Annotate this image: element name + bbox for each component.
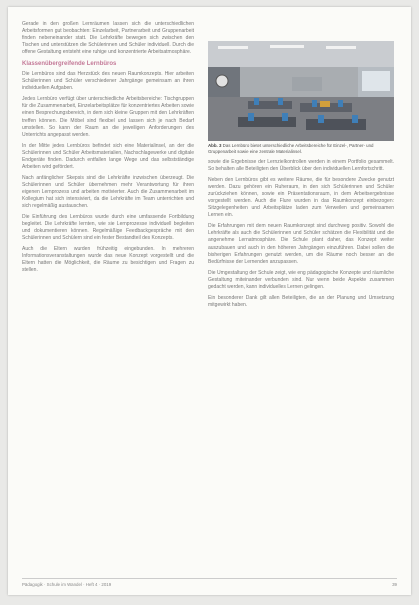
paragraph: Jedes Lernbüro verfügt über unterschiedliche Arbeitsbereiche: Tischgruppen für die Zusammenarbeit, Einzelarbeitsplätze für konzentriertes Arbeiten sowie einen Besprechungsbereich, in dem sich kleine Gruppen mit den Lehrkräften treffen können. Die Möbel sind flexibel und lassen sich je nach Bedarf umstellen. So kann der Raum an die jeweiligen Anforderungen des Unterrichts angepasst werden. bbox=[22, 96, 194, 138]
paragraph: Ein besonderer Dank gilt allen Beteiligten, die an der Planung und Umsetzung mitgewirkt haben. bbox=[208, 294, 394, 308]
caption-text: Das Lernbüro bietet unterschiedliche Arbeitsbereiche für Einzel-, Partner- und Gruppenarbeit sowie eine zentrale Materialinsel. bbox=[208, 143, 374, 154]
classroom-photo-illustration bbox=[208, 41, 394, 141]
paragraph: Die Umgestaltung der Schule zeigt, wie eng pädagogische Konzepte und räumliche Gestaltung miteinander verbunden sind. Nur wenn beide Aspekte zusammen gedacht werden, kann individuelles Lernen gelingen. bbox=[208, 269, 394, 290]
paragraph: Neben den Lernbüros gibt es weitere Räume, die für besondere Zwecke genutzt werden. Dazu gehören ein Ruheraum, in den sich Schülerinnen und Schüler zurückziehen können, sowie ein Präsentationsraum, in dem Arbeitsergebnisse vorgestellt werden. Auch die Flure wurden in das Raumkonzept einbezogen: Sitzgelegenheiten und Arbeitsplätze laden zum Verweilen und gemeinsamen Lernen ein. bbox=[208, 177, 394, 219]
paragraph: Die Einführung des Lernbüros wurde durch eine umfassende Fortbildung begleitet. Die Lehrkräfte lernten, wie sie Lernprozesse individuell begleiten und dokumentieren können. Regelmäßige Feedbackgespräche mit den Schülerinnen und Schülern sind ein fester Bestandteil des Konzepts. bbox=[22, 214, 194, 242]
paragraph: Auch die Eltern wurden frühzeitig eingebunden. In mehreren Informationsveranstaltungen wurde das neue Konzept vorgestellt und die Eltern hatten die Möglichkeit, die Räume zu besichtigen und Fragen zu stellen. bbox=[22, 246, 194, 274]
section-heading: Klassenübergreifende Lernbüros bbox=[22, 61, 117, 68]
right-column bbox=[208, 159, 394, 559]
page-number: 39 bbox=[392, 582, 397, 587]
classroom-photo bbox=[208, 41, 394, 141]
document-page bbox=[8, 7, 411, 595]
paragraph: Die Lernbüros sind das Herzstück des neuen Raumkonzepts. Hier arbeiten Schülerinnen und Schüler verschiedener Jahrgänge gemeinsam an ihren individuellen Aufgaben. bbox=[22, 71, 194, 92]
figure-caption bbox=[208, 143, 394, 154]
caption-number: Abb. 3 bbox=[208, 143, 222, 148]
intro-paragraph: Gerade in den großen Lernräumen lassen sich die unterschiedlichen Arbeitsformen gut beobachten: Einzelarbeit, Partnerarbeit und Gruppenarbeit finden nebeneinander statt. Die Lehrkräfte bewegen sich zwischen den Tischen und unterstützen die Schülerinnen und Schüler individuell. Durch die offene Gestaltung entsteht eine ruhige und konzentrierte Arbeitsatmosphäre. bbox=[22, 21, 194, 56]
paragraph: Die Erfahrungen mit dem neuen Raumkonzept sind durchweg positiv. Sowohl die Lehrkräfte als auch die Schülerinnen und Schüler schätzen die Flexibilität und die angenehme Lernatmosphäre. Die Schule plant daher, das Konzept weiter auszubauen und auch in den höheren Jahrgängen einzuführen. Dabei sollen die bisherigen Erfahrungen genutzt werden, um die Räume noch besser an die Bedürfnisse der Lernenden anzupassen. bbox=[208, 223, 394, 265]
footer-publication: Pädagogik · Schule im Wandel · Heft 4 · 2019 bbox=[22, 582, 112, 587]
paragraph: In der Mitte jedes Lernbüros befindet sich eine Materialinsel, an der die Schülerinnen und Schüler Arbeitsmaterialien, Nachschlagewerke und digitale Endgeräte finden. Dadurch entfallen lange Wege und das selbstständige Arbeiten wird gefördert. bbox=[22, 142, 194, 170]
paragraph: sowie die Ergebnisse der Lernzielkontrollen werden in einem Portfolio gesammelt. So behalten alle Beteiligten den Überblick über den individuellen Lernfortschritt. bbox=[208, 159, 394, 173]
page-footer bbox=[22, 578, 397, 587]
paragraph: Nach anfänglicher Skepsis sind die Lehrkräfte inzwischen überzeugt. Die Schülerinnen und Schüler übernehmen mehr Verantwortung für ihren eigenen Lernprozess und arbeiten motivierter. Auch die Zusammenarbeit im Kollegium hat sich intensiviert, da die Lehrkräfte im Team unterrichten und sich regelmäßig austauschen. bbox=[22, 174, 194, 210]
left-column bbox=[22, 21, 194, 566]
